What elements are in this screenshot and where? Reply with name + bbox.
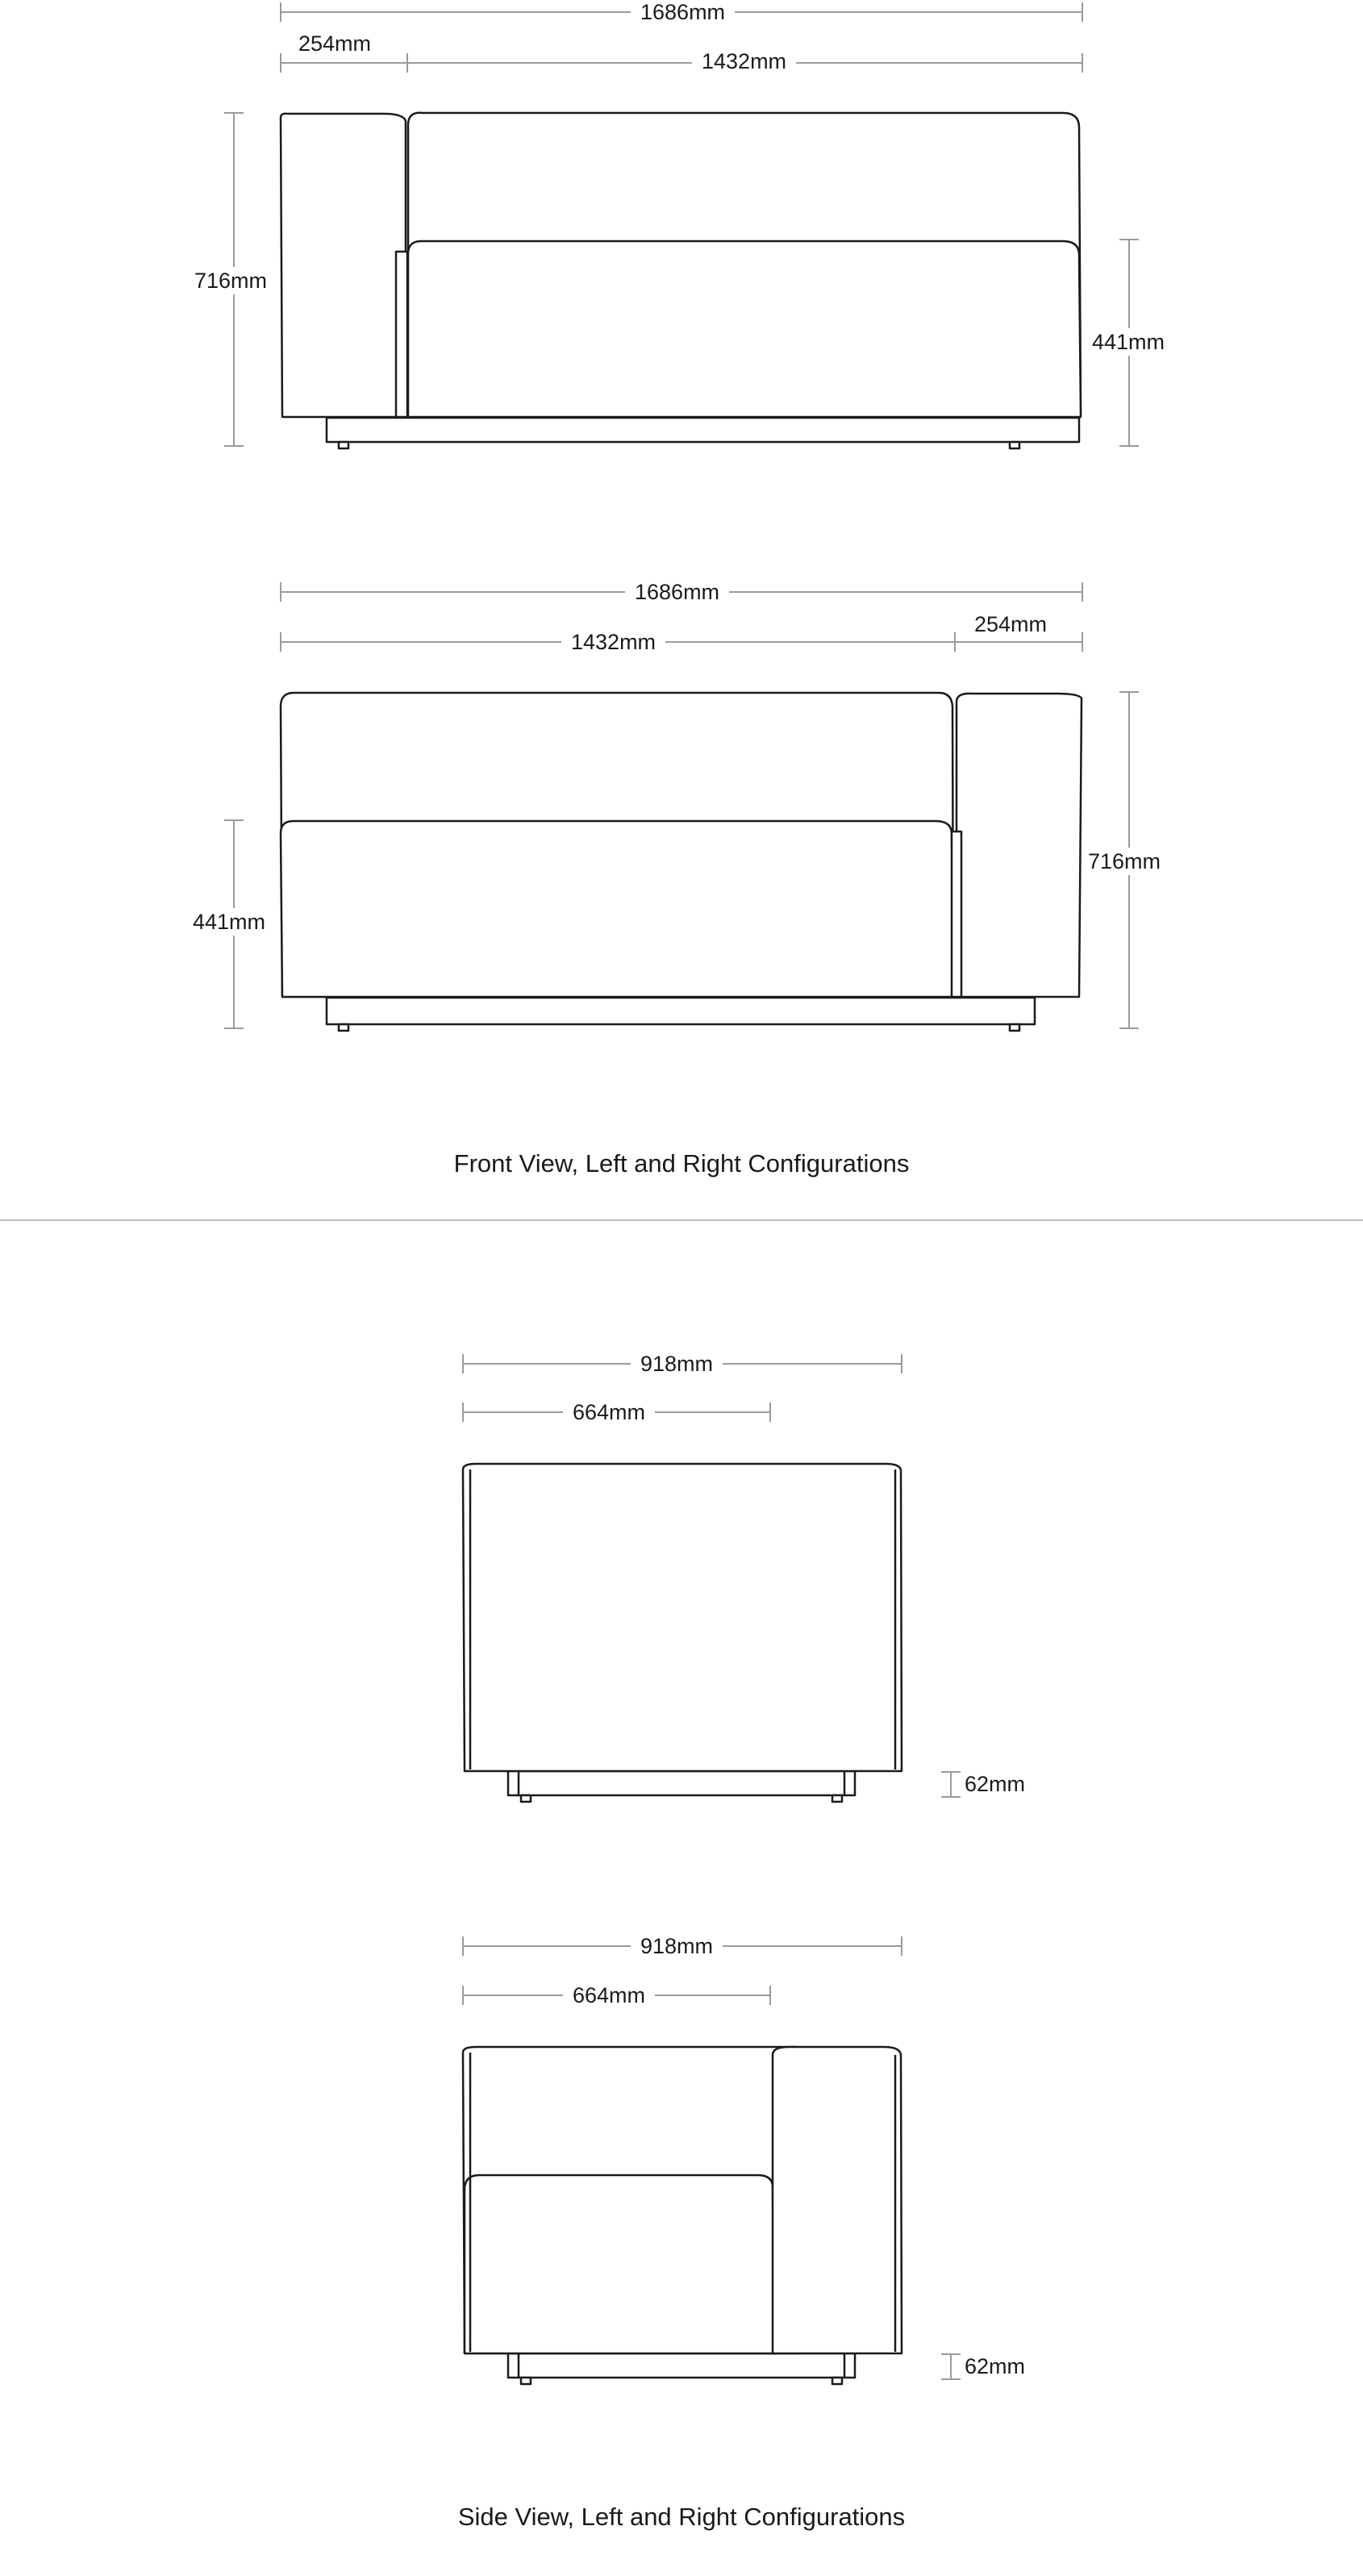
front-right-overall-height-label: 716mm: [1085, 848, 1164, 875]
side-left-base-height-label: 62mm: [961, 1770, 1028, 1798]
side-right-seat-depth-label: 664mm: [563, 1982, 655, 2009]
side-right-base-height-label: 62mm: [961, 2353, 1028, 2380]
front-left-seat-height-label: 441mm: [1089, 328, 1168, 356]
side-left-overall-depth-label: 918mm: [631, 1350, 723, 1378]
sofa-front-left-config: [281, 113, 1081, 448]
sofa-side-right-config: [463, 2047, 902, 2384]
section-divider: [0, 1219, 1363, 1221]
sofa-front-right-config: [281, 693, 1082, 1031]
front-right-overall-width-label: 1686mm: [625, 578, 729, 606]
sofa-side-left-config: [463, 1464, 902, 1802]
front-right-seat-height-label: 441mm: [190, 908, 269, 936]
front-right-arm-width-label: 254mm: [974, 612, 1048, 636]
side-view-caption: Side View, Left and Right Configurations: [457, 2503, 906, 2531]
side-left-seat-depth-label: 664mm: [563, 1398, 655, 1426]
front-right-seat-width-label: 1432mm: [561, 628, 665, 656]
front-left-overall-width-label: 1686mm: [631, 0, 735, 26]
front-view-caption: Front View, Left and Right Configurations: [453, 1149, 910, 1178]
front-left-arm-width-label: 254mm: [298, 31, 372, 56]
front-left-overall-height-label: 716mm: [191, 267, 270, 294]
side-right-overall-depth-label: 918mm: [631, 1932, 723, 1960]
front-left-seat-width-label: 1432mm: [692, 48, 796, 75]
